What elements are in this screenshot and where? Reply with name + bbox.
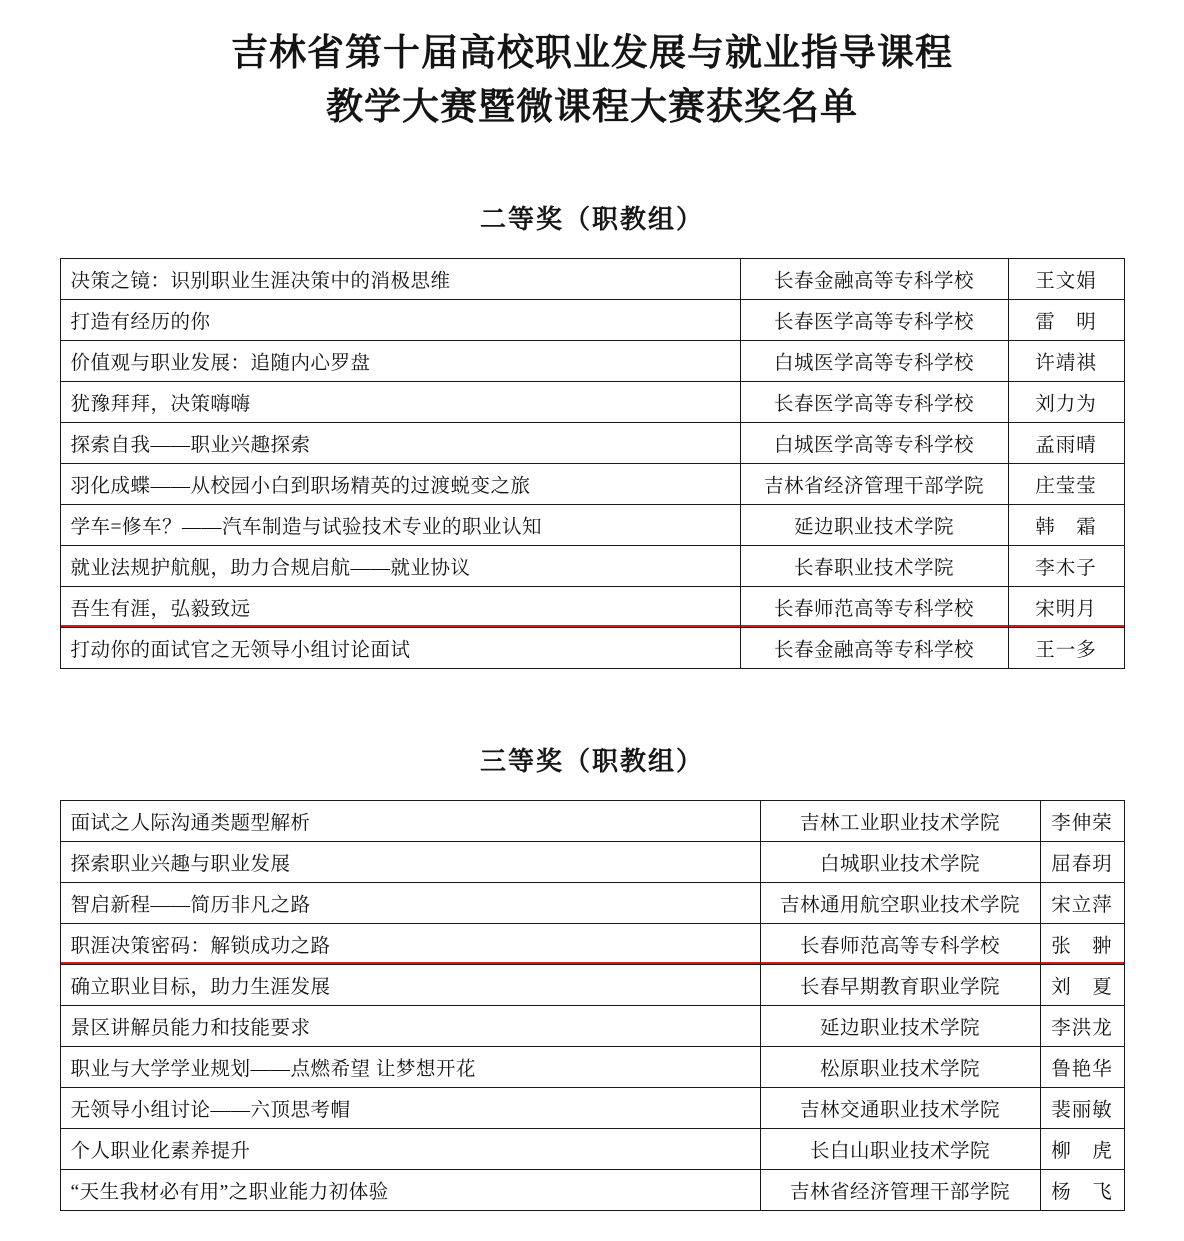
section-third-prize	[40, 741, 1144, 1211]
school-name: 长春师范高等专科学校	[760, 924, 1040, 965]
school-name: 白城医学高等专科学校	[740, 423, 1008, 464]
course-title: “天生我材必有用”之职业能力初体验	[60, 1170, 760, 1211]
awardee-name: 庄莹莹	[1008, 464, 1124, 505]
school-name: 长春师范高等专科学校	[740, 587, 1008, 628]
awardee-name: 韩 霜	[1008, 505, 1124, 546]
course-title: 智启新程——简历非凡之路	[60, 883, 760, 924]
section-heading-second-prize: 二等奖（职教组）	[479, 205, 704, 236]
course-title: 打造有经历的你	[60, 300, 740, 341]
course-title: 个人职业化素养提升	[60, 1129, 760, 1170]
course-title: 学车=修车？——汽车制造与试验技术专业的职业认知	[60, 505, 740, 546]
course-title: 犹豫拜拜，决策嗨嗨	[60, 382, 740, 423]
course-title: 羽化成蝶——从校园小白到职场精英的过渡蜕变之旅	[60, 464, 740, 505]
school-name: 长白山职业技术学院	[760, 1129, 1040, 1170]
table-row	[60, 423, 1124, 464]
course-title: 探索职业兴趣与职业发展	[60, 842, 760, 883]
table-row	[60, 546, 1124, 587]
school-name: 延边职业技术学院	[760, 1006, 1040, 1047]
course-title: 职业与大学学业规划——点燃希望 让梦想开花	[60, 1047, 760, 1088]
school-name: 长春医学高等专科学校	[740, 300, 1008, 341]
awardee-name: 许靖祺	[1008, 341, 1124, 382]
table-row	[60, 341, 1124, 382]
awardee-name: 李伸荣	[1040, 801, 1124, 842]
table-row	[60, 801, 1124, 842]
section-second-prize	[40, 199, 1144, 669]
section-heading-third-prize: 三等奖（职教组）	[479, 747, 704, 778]
page-title-line-2: 教学大赛暨微课程大赛获奖名单	[326, 83, 858, 128]
school-name: 白城职业技术学院	[760, 842, 1040, 883]
table-row	[60, 628, 1124, 669]
table-row	[60, 300, 1124, 341]
table-row-highlighted	[60, 587, 1124, 628]
awardee-name: 刘 夏	[1040, 965, 1124, 1006]
course-title: 确立职业目标，助力生涯发展	[60, 965, 760, 1006]
table-row	[60, 1170, 1124, 1211]
course-title: 决策之镜：识别职业生涯决策中的消极思维	[60, 259, 740, 300]
awardee-name: 张 翀	[1040, 924, 1124, 965]
awardee-name: 宋立萍	[1040, 883, 1124, 924]
awardee-name: 王一多	[1008, 628, 1124, 669]
school-name: 吉林通用航空职业技术学院	[760, 883, 1040, 924]
school-name: 长春早期教育职业学院	[760, 965, 1040, 1006]
table-row	[60, 382, 1124, 423]
course-title: 吾生有涯，弘毅致远	[60, 587, 740, 628]
award-table-second-prize	[60, 258, 1125, 669]
school-name: 吉林工业职业技术学院	[760, 801, 1040, 842]
school-name: 长春医学高等专科学校	[740, 382, 1008, 423]
awardee-name: 杨 飞	[1040, 1170, 1124, 1211]
awardee-name: 王文娟	[1008, 259, 1124, 300]
table-row-highlighted	[60, 924, 1124, 965]
award-table-third-prize	[60, 800, 1125, 1211]
course-title: 价值观与职业发展：追随内心罗盘	[60, 341, 740, 382]
awardee-name: 雷 明	[1008, 300, 1124, 341]
school-name: 吉林省经济管理干部学院	[760, 1170, 1040, 1211]
table-row	[60, 1047, 1124, 1088]
table-row	[60, 965, 1124, 1006]
school-name: 松原职业技术学院	[760, 1047, 1040, 1088]
table-row	[60, 842, 1124, 883]
awardee-name: 屈春玥	[1040, 842, 1124, 883]
page-title	[122, 26, 1062, 133]
awardee-name: 宋明月	[1008, 587, 1124, 628]
table-row	[60, 505, 1124, 546]
awardee-name: 刘力为	[1008, 382, 1124, 423]
table-row	[60, 1129, 1124, 1170]
school-name: 长春金融高等专科学校	[740, 628, 1008, 669]
table-row	[60, 1006, 1124, 1047]
awardee-name: 李洪龙	[1040, 1006, 1124, 1047]
course-title: 打动你的面试官之无领导小组讨论面试	[60, 628, 740, 669]
course-title: 职涯决策密码：解锁成功之路	[60, 924, 760, 965]
table-row	[60, 883, 1124, 924]
school-name: 吉林省经济管理干部学院	[740, 464, 1008, 505]
course-title: 就业法规护航舰，助力合规启航——就业协议	[60, 546, 740, 587]
school-name: 延边职业技术学院	[740, 505, 1008, 546]
awardee-name: 柳 虎	[1040, 1129, 1124, 1170]
course-title: 景区讲解员能力和技能要求	[60, 1006, 760, 1047]
table-row	[60, 464, 1124, 505]
awardee-name: 裴丽敏	[1040, 1088, 1124, 1129]
school-name: 白城医学高等专科学校	[740, 341, 1008, 382]
page-title-line-1: 吉林省第十届高校职业发展与就业指导课程	[231, 30, 953, 74]
awardee-name: 李木子	[1008, 546, 1124, 587]
course-title: 面试之人际沟通类题型解析	[60, 801, 760, 842]
table-row	[60, 1088, 1124, 1129]
course-title: 探索自我——职业兴趣探索	[60, 423, 740, 464]
school-name: 长春金融高等专科学校	[740, 259, 1008, 300]
course-title: 无领导小组讨论——六顶思考帽	[60, 1088, 760, 1129]
awardee-name: 孟雨晴	[1008, 423, 1124, 464]
table-row	[60, 259, 1124, 300]
awardee-name: 鲁艳华	[1040, 1047, 1124, 1088]
school-name: 长春职业技术学院	[740, 546, 1008, 587]
school-name: 吉林交通职业技术学院	[760, 1088, 1040, 1129]
